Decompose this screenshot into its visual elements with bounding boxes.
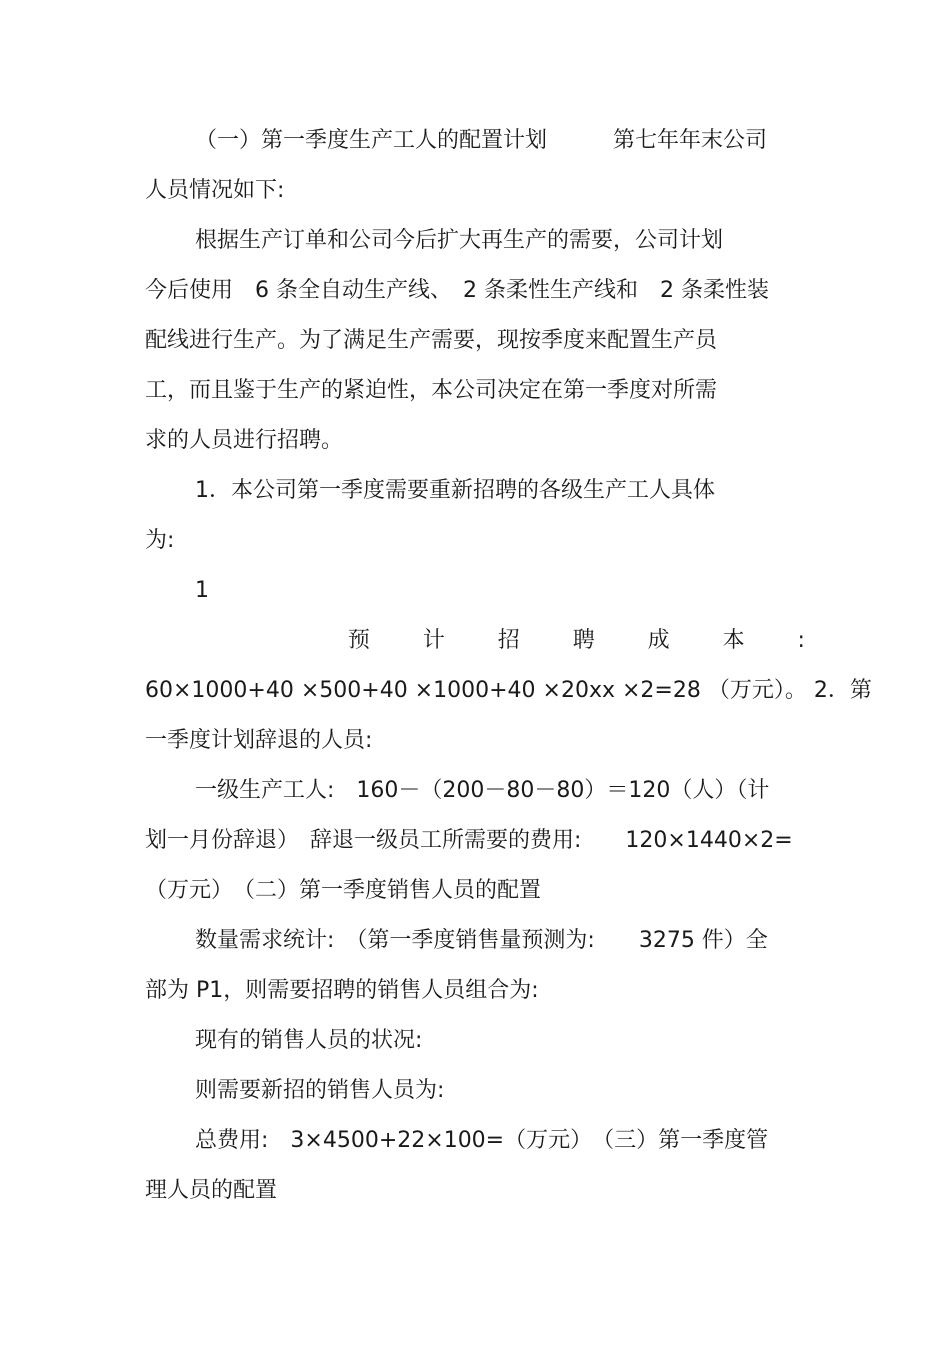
paragraph-line: 工，而且鉴于生产的紧迫性，本公司决定在第一季度对所需 — [145, 378, 718, 403]
paragraph-line: （一）第一季度生产工人的配置计划 第七年年末公司 — [195, 128, 768, 153]
paragraph-line: 一级生产工人: 160－（200－80－80）＝120（人）（计 — [195, 778, 770, 803]
paragraph-line: 根据生产订单和公司今后扩大再生产的需要，公司计划 — [195, 228, 724, 253]
justified-char: 本 — [722, 628, 745, 653]
justified-char: 预 — [347, 628, 370, 653]
paragraph-line: 总费用: 3×4500+22×100=（万元） （三）第一季度管 — [195, 1128, 769, 1153]
list-number: 1 — [195, 578, 209, 603]
list-item-heading: 1．本公司第一季度需要重新招聘的各级生产工人具体 — [195, 478, 715, 503]
paragraph-line: 人员情况如下: — [145, 178, 285, 203]
paragraph-line: 部为 P1，则需要招聘的销售人员组合为: — [145, 978, 539, 1003]
paragraph-line: 理人员的配置 — [145, 1178, 278, 1203]
paragraph-line: 数量需求统计: （第一季度销售量预测为: 3275 件）全 — [195, 928, 768, 953]
justified-char: 成 — [647, 628, 670, 653]
spacer — [145, 626, 295, 656]
paragraph-line: 求的人员进行招聘。 — [145, 428, 344, 453]
justified-char: 计 — [422, 628, 445, 653]
paragraph-line: 则需要新招的销售人员为: — [195, 1078, 445, 1103]
justified-char: 招 — [497, 628, 520, 653]
paragraph-line: 今后使用 6 条全自动生产线、 2 条柔性生产线和 2 条柔性装 — [145, 278, 769, 303]
paragraph-line: 划一月份辞退） 辞退一级员工所需要的费用: 120×1440×2= — [145, 828, 793, 853]
paragraph-line: 为: — [145, 528, 175, 553]
paragraph-line: 配线进行生产。为了满足生产需要，现按季度来配置生产员 — [145, 328, 718, 353]
justified-line — [145, 626, 805, 656]
formula-line: 60×1000+40 ×500+40 ×1000+40 ×20xx ×2=28 （万元）。 2．第 — [145, 678, 872, 703]
justified-char: 聘 — [572, 628, 595, 653]
paragraph-line: （万元） （二）第一季度销售人员的配置 — [145, 878, 542, 903]
paragraph-line: 一季度计划辞退的人员: — [145, 728, 373, 753]
paragraph-line: 现有的销售人员的状况: — [195, 1028, 423, 1053]
justified-char: : — [797, 628, 805, 653]
